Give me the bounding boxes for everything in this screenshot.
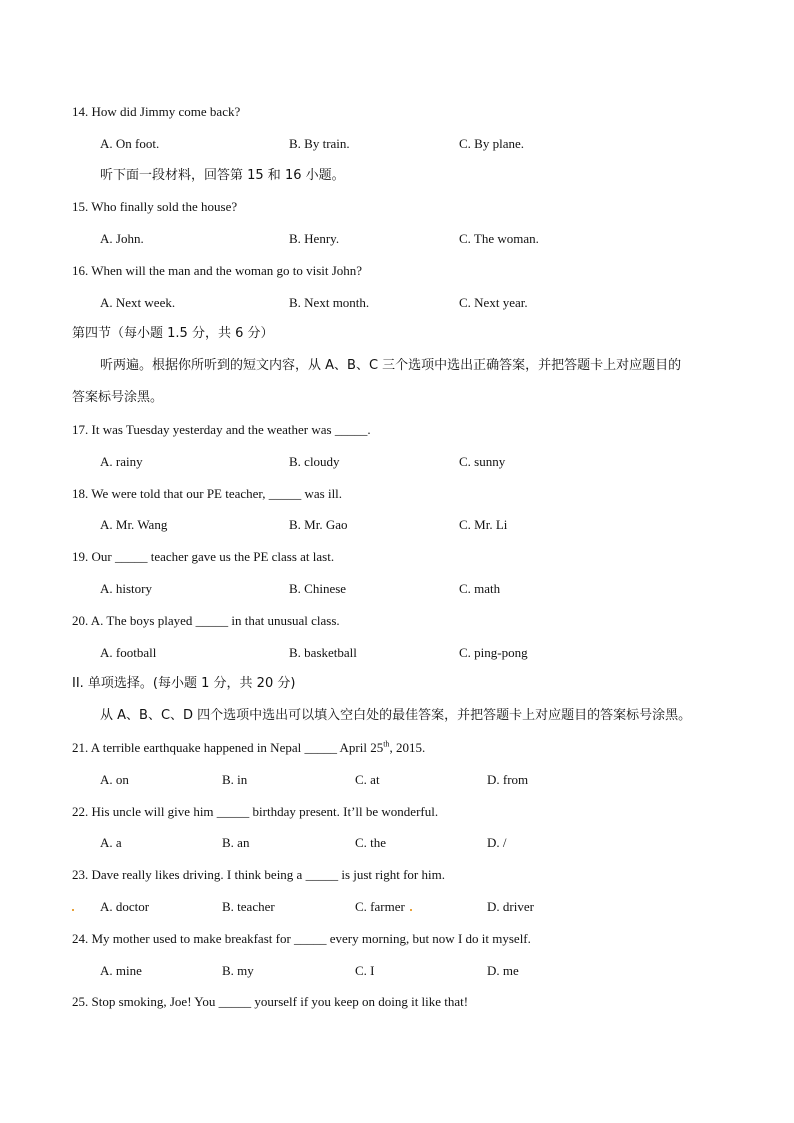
q24-option-b: B. my (222, 963, 254, 978)
question-16-stem: 16. When will the man and the woman go to visit John? (72, 263, 363, 278)
q21-option-b: B. in (222, 772, 248, 787)
q17-option-a: A. rainy (100, 454, 143, 469)
question-23-stem: 23. Dave really likes driving. I think being a _____ is just right for him. (72, 867, 445, 882)
decorative-dot (72, 909, 74, 911)
section-4-instruction-line2: 答案标号涂黑。 (72, 390, 164, 405)
part-2-title: II. 单项选择。(每小题 1 分，共 20 分) (72, 676, 296, 691)
q17-option-b: B. cloudy (289, 454, 340, 469)
q15-option-a: A. John. (100, 231, 144, 246)
question-15-stem: 15. Who finally sold the house? (72, 199, 238, 214)
q20-option-c: C. ping-pong (459, 645, 528, 660)
question-18-stem: 18. We were told that our PE teacher, _____ was ill. (72, 486, 343, 501)
q14-option-c: C. By plane. (459, 136, 524, 151)
q23-option-b: B. teacher (222, 899, 275, 914)
q19-option-b: B. Chinese (289, 581, 347, 596)
q14-option-b: B. By train. (289, 136, 350, 151)
q21-stem-pre: 21. A terrible earthquake happened in Nepal _____ April 25 (72, 740, 384, 755)
q14-option-a: A. On foot. (100, 136, 160, 151)
q24-option-c: C. I (355, 963, 375, 978)
question-20-stem: 20. A. The boys played _____ in that unusual class. (72, 613, 340, 628)
part-2-instruction: 从 A、B、C、D 四个选项中选出可以填入空白处的最佳答案，并把答题卡上对应题目的答案标号涂黑。 (100, 708, 692, 723)
question-25-stem: 25. Stop smoking, Joe! You _____ yourself if you keep on doing it like that! (72, 994, 469, 1009)
q22-option-c: C. the (355, 835, 387, 850)
q22-option-d: D. / (487, 835, 507, 850)
q20-option-a: A. football (100, 645, 157, 660)
q17-option-c: C. sunny (459, 454, 506, 469)
q15-option-b: B. Henry. (289, 231, 340, 246)
decorative-dot (410, 909, 412, 911)
q22-option-b: B. an (222, 835, 250, 850)
q21-option-c: C. at (355, 772, 380, 787)
question-22-stem: 22. His uncle will give him _____ birthday present. It’ll be wonderful. (72, 804, 439, 819)
question-19-stem: 19. Our _____ teacher gave us the PE class at last. (72, 549, 335, 564)
q21-option-a: A. on (100, 772, 129, 787)
q18-option-a: A. Mr. Wang (100, 517, 168, 532)
q16-option-c: C. Next year. (459, 295, 528, 310)
q20-option-b: B. basketball (289, 645, 357, 660)
q21-stem-post: , 2015. (389, 740, 426, 755)
q16-option-a: A. Next week. (100, 295, 176, 310)
question-24-stem: 24. My mother used to make breakfast for _____ every morning, but now I do it myself. (72, 931, 531, 946)
q21-stem-sup: th (383, 739, 390, 749)
q18-option-c: C. Mr. Li (459, 517, 508, 532)
q24-option-a: A. mine (100, 963, 142, 978)
q21-option-d: D. from (487, 772, 529, 787)
section-4-title: 第四节（每小题 1.5 分，共 6 分） (72, 326, 274, 341)
q23-option-c: C. farmer (355, 899, 405, 914)
question-17-stem: 17. It was Tuesday yesterday and the weather was _____. (72, 422, 371, 437)
q23-option-a: A. doctor (100, 899, 150, 914)
instruction-15-16: 听下面一段材料，回答第 15 和 16 小题。 (100, 168, 345, 183)
section-4-instruction-line1: 听两遍。根据你所听到的短文内容，从 A、B、C 三个选项中选出正确答案，并把答题卡上对应题目的 (100, 358, 682, 373)
question-14-stem: 14. How did Jimmy come back? (72, 104, 241, 119)
q24-option-d: D. me (487, 963, 519, 978)
question-21-stem (72, 739, 425, 757)
q19-option-c: C. math (459, 581, 501, 596)
q16-option-b: B. Next month. (289, 295, 370, 310)
q23-option-d: D. driver (487, 899, 534, 914)
q15-option-c: C. The woman. (459, 231, 539, 246)
q18-option-b: B. Mr. Gao (289, 517, 348, 532)
q22-option-a: A. a (100, 835, 122, 850)
q19-option-a: A. history (100, 581, 152, 596)
